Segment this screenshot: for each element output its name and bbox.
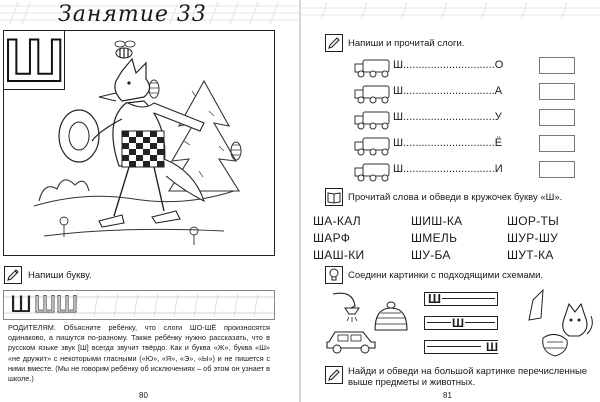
- task-words: Прочитай слова и обведи в кружочек букву «Ш».: [348, 192, 563, 203]
- syllable-answer-box[interactable]: [539, 83, 575, 100]
- write-letter-dashed-2: Ш: [56, 291, 78, 318]
- syllable-start: Ш: [393, 59, 404, 71]
- syllable-row: [393, 59, 503, 71]
- syllable-start: Ш: [393, 137, 404, 149]
- top-ruling: [301, 0, 600, 22]
- syllable-dots: ..............................: [403, 85, 495, 97]
- syllable-dots: ..............................: [403, 137, 495, 149]
- syllable-end: Ё: [494, 137, 503, 149]
- pencil-icon: [325, 366, 343, 384]
- train-icons: [351, 56, 393, 184]
- scheme-letter: Ш: [428, 291, 442, 306]
- left-page: [0, 0, 299, 402]
- pencil-cat-scarf-pictures: [525, 286, 597, 360]
- right-page: [301, 0, 600, 402]
- word-item[interactable]: ШУ-БА: [411, 248, 451, 262]
- syllable-row: [393, 163, 503, 175]
- syllable-end: О: [494, 59, 504, 71]
- task-find: Найди и обведи на большой картинке перечисленные выше предметы и животных.: [348, 366, 588, 388]
- syllable-answer-box[interactable]: [539, 57, 575, 74]
- word-item[interactable]: ША-КАЛ: [313, 214, 361, 228]
- lesson-title: Занятие 33: [58, 2, 207, 27]
- syllable-dots: ..............................: [403, 111, 495, 123]
- write-letter-dashed-1: Ш: [34, 291, 56, 318]
- checkered-board: [122, 131, 164, 167]
- syllable-start: Ш: [393, 163, 404, 175]
- page-number-right: 81: [443, 391, 452, 400]
- syllable-answer-box[interactable]: [539, 161, 575, 178]
- word-item[interactable]: ШАШ-КИ: [313, 248, 365, 262]
- syllable-end: И: [494, 163, 503, 175]
- syllable-answer-box[interactable]: [539, 109, 575, 126]
- writing-area[interactable]: [3, 290, 275, 320]
- word-item[interactable]: ШМЕЛЬ: [411, 231, 458, 245]
- big-letter: Ш: [4, 27, 65, 94]
- syllable-dots: ..............................: [403, 59, 495, 71]
- syllable-row: [393, 111, 502, 123]
- scheme-letter: Ш: [452, 316, 465, 330]
- book-icon: [325, 188, 343, 206]
- syllable-start: Ш: [393, 111, 404, 123]
- syllable-dots: ..............................: [403, 163, 495, 175]
- scheme-letter: Ш: [486, 340, 499, 354]
- word-item[interactable]: ШУР-ШУ: [507, 231, 559, 245]
- syllable-end: У: [494, 111, 502, 123]
- word-item[interactable]: ШАРФ: [313, 231, 351, 245]
- syllable-row: [393, 85, 502, 97]
- pencil-icon: [4, 266, 22, 284]
- lightbulb-icon: [325, 266, 343, 284]
- task-match: Соедини картинки с подходящими схемами.: [348, 270, 544, 281]
- task-syllables: Напиши и прочитай слоги.: [348, 38, 465, 49]
- word-item[interactable]: ШУТ-КА: [507, 248, 554, 262]
- hat-picture: [371, 300, 411, 336]
- letter-box: [3, 27, 65, 94]
- syllable-start: Ш: [393, 85, 404, 97]
- word-item[interactable]: ШОР-ТЫ: [507, 214, 560, 228]
- task-write-letter: Напиши букву.: [28, 270, 92, 281]
- write-letter-solid: Ш: [10, 291, 32, 318]
- page-number-left: 80: [139, 391, 148, 400]
- syllable-row: [393, 137, 502, 149]
- syllable-answer-box[interactable]: [539, 135, 575, 152]
- syllable-end: А: [494, 85, 503, 97]
- word-item[interactable]: ШИШ-КА: [411, 214, 463, 228]
- parents-note: РОДИТЕЛЯМ. Объясните ребёнку, что слоги ШО-ШЁ произносятся одинаково, а пишутся по-разному. Также ребёнку нужно рассказать, что в русском языке звук [Ш] всегда звучит твёрдо. Как и буква «Ж», буква «Ш» «не дружит» с некоторыми гласными («Ю», «Я», «Э», «Ы») и не пишется с ними вместе. (Мы не говорим ребёнку об исключениях – об этом он узнает в школе.): [8, 323, 270, 384]
- pencil-icon: [325, 34, 343, 52]
